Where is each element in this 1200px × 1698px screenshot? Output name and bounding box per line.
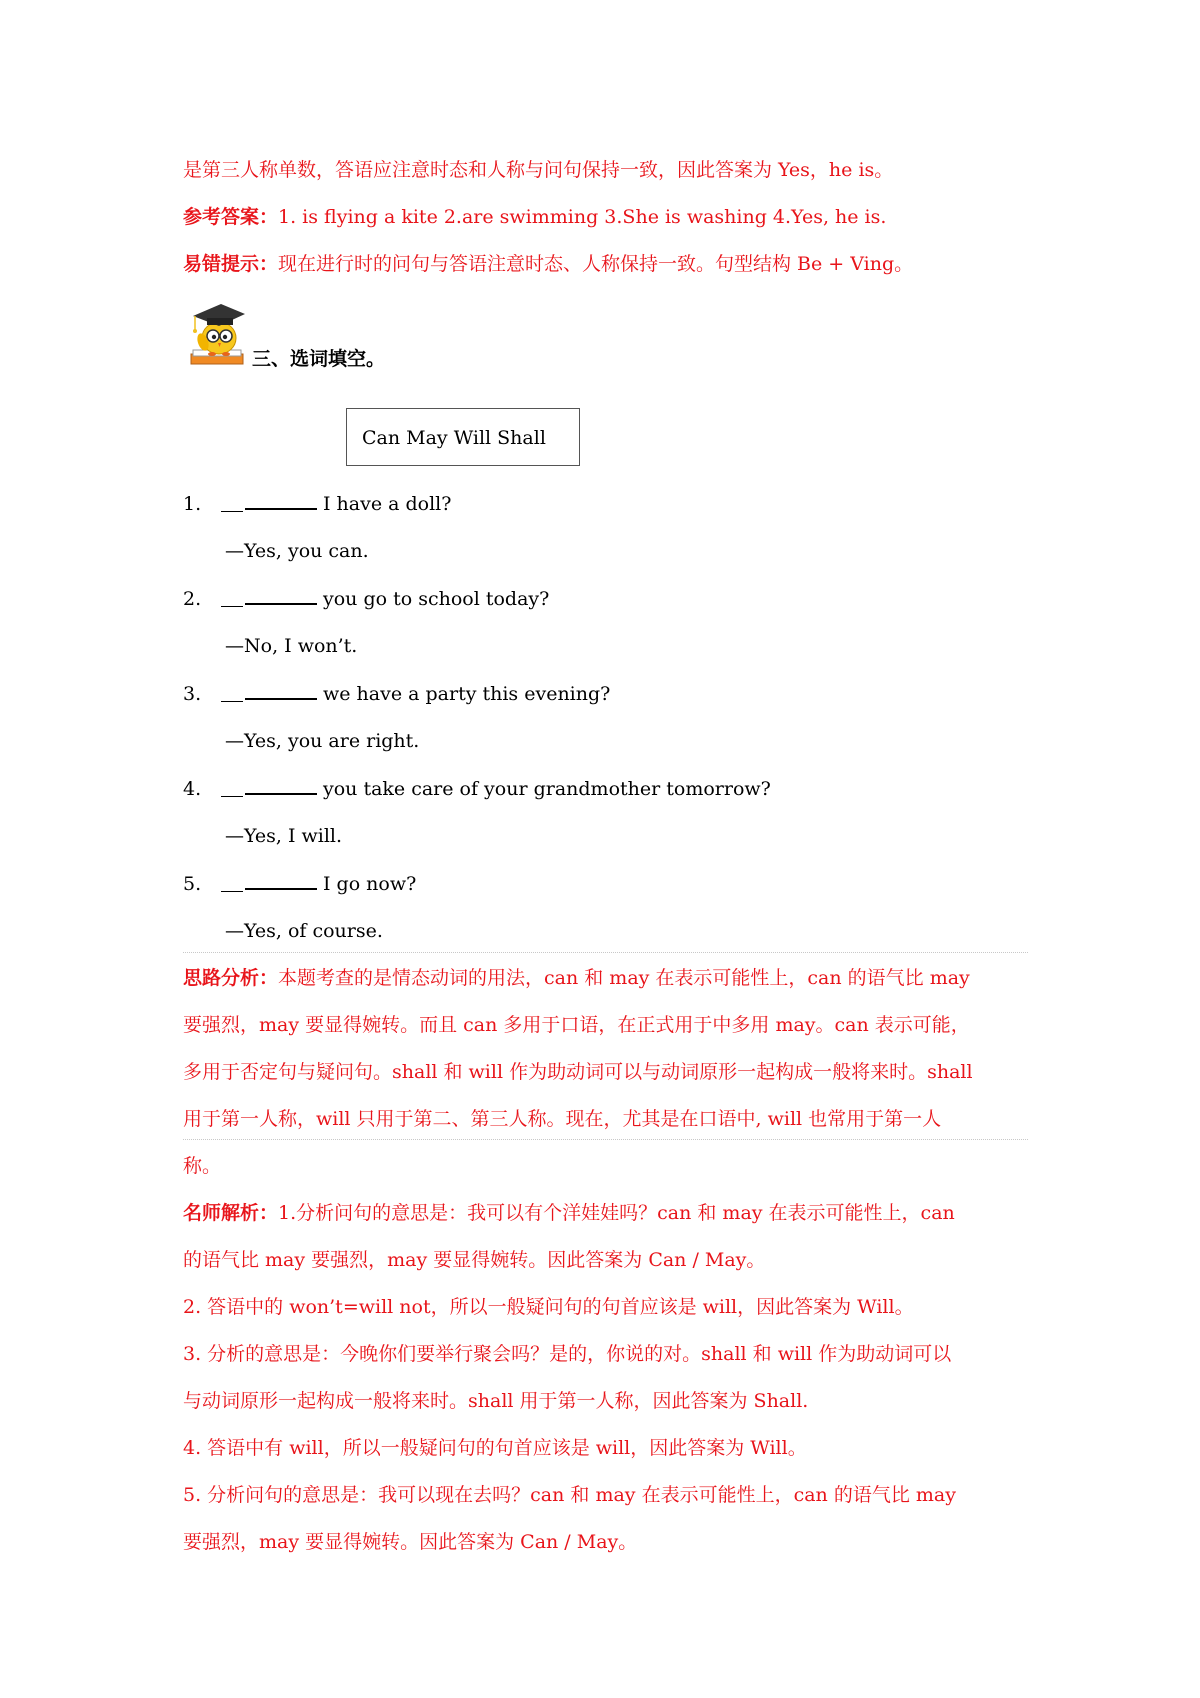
question-4 (183, 775, 771, 803)
teacher-line-1: 名师解析：1.分析问句的意思是：我可以有个洋娃娃吗？can 和 may 在表示可能性上，can (183, 1202, 955, 1224)
analysis-line-1: 思路分析：本题考查的是情态动词的用法，can 和 may 在表示可能性上，can 的语气比 may (183, 967, 970, 989)
reference-answer (183, 203, 886, 231)
answer-blank (245, 680, 317, 700)
answer-blank (245, 870, 317, 890)
error-tip-text: 现在进行时的问句与答语注意时态、人称保持一致。句型结构 Be + Ving。 (278, 253, 914, 275)
teacher-line-3: 2. 答语中的 won’t=will not，所以一般疑问句的句首应该是 will，因此答案为 Will。 (183, 1296, 914, 1318)
teacher-label: 名师解析： (183, 1202, 279, 1224)
question-5 (183, 870, 416, 898)
answer-blank (245, 585, 317, 605)
teacher-line-6: 4. 答语中有 will，所以一般疑问句的句首应该是 will，因此答案为 Will。 (183, 1437, 807, 1459)
answer-5: —Yes, of course. (225, 920, 383, 942)
answer-2: —No, I won’t. (225, 635, 358, 657)
answer-1: —Yes, you can. (225, 540, 369, 562)
error-tip-label: 易错提示： (183, 253, 279, 275)
question-number: 5. (183, 873, 202, 895)
owl-scholar-icon (183, 298, 249, 368)
teacher-line-8: 要强烈，may 要显得婉转。因此答案为 Can / May。 (183, 1531, 638, 1553)
answer-3: —Yes, you are right. (225, 730, 420, 752)
error-tip (183, 250, 913, 278)
analysis-line-2: 要强烈，may 要显得婉转。而且 can 多用于口语，在正式用于中多用 may。can 表示可能， (183, 1014, 970, 1036)
answer-4: —Yes, I will. (225, 825, 343, 847)
question-1 (183, 490, 451, 518)
teacher-line-2: 的语气比 may 要强烈，may 要显得婉转。因此答案为 Can / May。 (183, 1249, 766, 1271)
question-text: you go to school today? (323, 588, 550, 610)
analysis-line-4: 用于第一人称，will 只用于第二、第三人称。现在，尤其是在口语中, will 也常用于第一人 (183, 1108, 942, 1130)
question-text: you take care of your grandmother tomorrow? (323, 778, 771, 800)
word-bank-box: Can May Will Shall (346, 408, 580, 466)
carryover-line: 是第三人称单数，答语应注意时态和人称与问句保持一致，因此答案为 Yes，he is。 (183, 159, 894, 181)
analysis-line-5: 称。 (183, 1155, 222, 1177)
question-3 (183, 680, 610, 708)
answer-blank (245, 775, 317, 795)
divider (183, 1139, 1028, 1140)
question-text: we have a party this evening? (323, 683, 611, 705)
question-text: I go now? (323, 873, 417, 895)
question-number: 1. (183, 493, 202, 515)
analysis-line-3: 多用于否定句与疑问句。shall 和 will 作为助动词可以与动词原形一起构成一般将来时。shall (183, 1061, 973, 1083)
divider (183, 952, 1028, 953)
teacher-line-5: 与动词原形一起构成一般将来时。shall 用于第一人称，因此答案为 Shall. (183, 1390, 809, 1412)
section-title: 三、选词填空。 (252, 348, 386, 370)
analysis-label: 思路分析： (183, 967, 279, 989)
question-number: 4. (183, 778, 202, 800)
question-number: 3. (183, 683, 202, 705)
question-number: 2. (183, 588, 202, 610)
answer-blank (245, 490, 317, 510)
reference-answer-text: 1. is flying a kite 2.are swimming 3.She is washing 4.Yes, he is. (278, 206, 887, 228)
teacher-line-7: 5. 分析问句的意思是：我可以现在去吗？can 和 may 在表示可能性上，can 的语气比 may (183, 1484, 956, 1506)
question-2 (183, 585, 549, 613)
teacher-line-4: 3. 分析的意思是：今晚你们要举行聚会吗？是的，你说的对。shall 和 will 作为助动词可以 (183, 1343, 952, 1365)
reference-answer-label: 参考答案： (183, 206, 279, 228)
question-text: I have a doll? (323, 493, 452, 515)
